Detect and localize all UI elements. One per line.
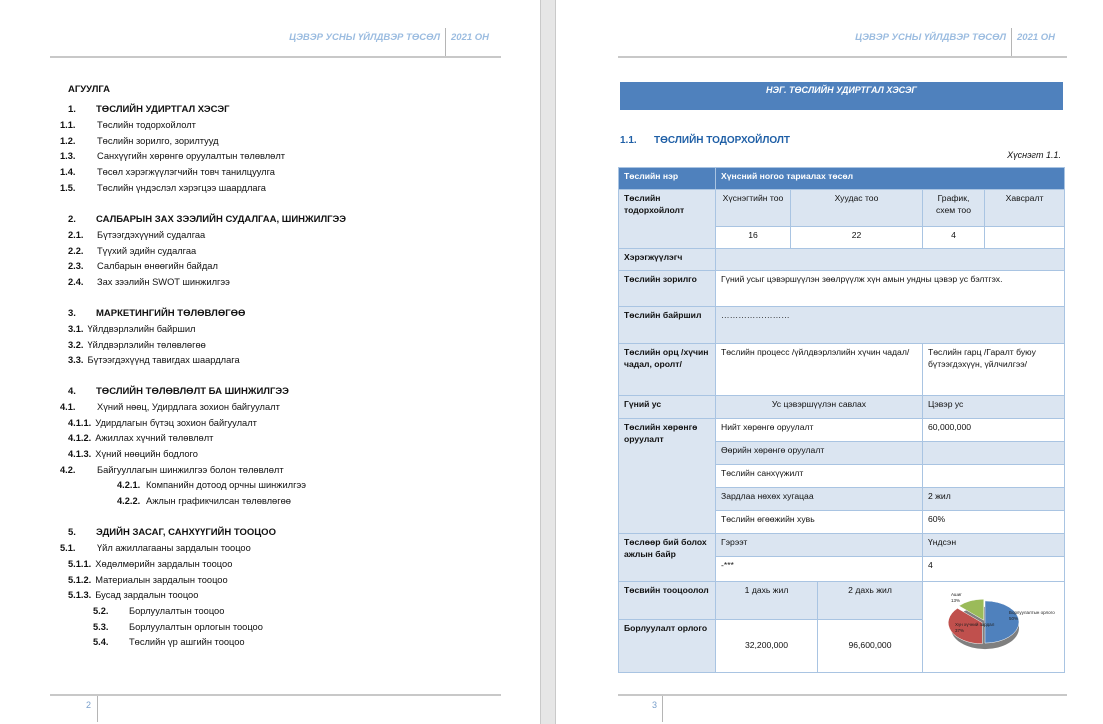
toc-number: 2.4. xyxy=(68,277,84,287)
toc-number: 4.1.2. xyxy=(68,433,92,443)
cell-plan-label: Төсвийн тооцоолол xyxy=(619,582,716,620)
cell-def-val: 22 xyxy=(791,227,923,249)
table-row xyxy=(619,307,1065,344)
toc-entry[interactable] xyxy=(68,418,257,428)
toc-heading[interactable] xyxy=(68,527,276,538)
toc-label: Ажиллах хүчний төлөвлөлт xyxy=(95,433,214,443)
toc-heading[interactable] xyxy=(68,214,346,225)
pie-chart-container xyxy=(925,584,1062,670)
toc-heading[interactable] xyxy=(68,104,229,115)
toc-label: Удирдлагын бүтэц зохион байгуулалт xyxy=(95,418,257,428)
toc-number: 1.5. xyxy=(60,183,76,193)
header-divider xyxy=(445,28,446,56)
toc-number: 1.1. xyxy=(60,120,76,130)
toc-label: Хүний нөөцийн бодлого xyxy=(95,449,198,459)
toc-label: Хөдөлмөрийн зардалын тооцоо xyxy=(95,559,233,569)
toc-number: 5.1. xyxy=(60,543,76,553)
pie-label: Хүн хүчний зардал 37% xyxy=(955,622,995,633)
toc-number: 4. xyxy=(68,386,76,397)
toc-entry[interactable] xyxy=(68,324,195,334)
toc-number: 1.2. xyxy=(60,136,76,146)
toc-entry[interactable] xyxy=(68,277,230,287)
cell-invest-item: Нийт хөрөнгө оруулалт xyxy=(716,419,923,442)
cell-invest-label: Төслийн хөрөнгө оруулалт xyxy=(619,419,716,534)
toc-entry[interactable] xyxy=(93,606,224,616)
table-caption: Хүснэгт 1.1. xyxy=(1007,150,1061,160)
right-page-header xyxy=(556,28,1103,58)
toc-entry[interactable] xyxy=(68,575,228,585)
cell-def-col: Хуудас тоо xyxy=(791,190,923,227)
toc-entry[interactable] xyxy=(68,590,198,600)
toc-number: 5.1.1. xyxy=(68,559,92,569)
toc-number: 4.2. xyxy=(60,465,76,475)
pie-chart xyxy=(925,584,1061,670)
cell-invest-value: 2 жил xyxy=(923,488,1065,511)
toc-number: 3.2. xyxy=(68,340,84,350)
toc-label: Үйлдвэрлэлийн төлөвлөгөө xyxy=(87,340,206,350)
toc-label: Ажлын графикчилсан төлөвлөгөө xyxy=(146,496,291,506)
toc-entry[interactable] xyxy=(60,151,285,161)
cell-input-value: Төслийн процесс /үйлдвэрлэлийн хүчин чадал/ xyxy=(716,344,923,396)
toc-label: Санхүүгийн хөрөнгө оруулалтын төлөвлөлт xyxy=(97,151,286,161)
toc-label: Төсөл хэрэгжүүлэгчийн товч танилцуулга xyxy=(97,167,275,177)
toc-label: Түүхий эдийн судалгаа xyxy=(97,246,197,256)
footer-rule xyxy=(618,694,1067,696)
toc-label: ТӨСЛИЙН ТӨЛӨВЛӨЛТ БА ШИНЖИЛГЭЭ xyxy=(96,386,289,397)
toc-number: 3.3. xyxy=(68,355,84,365)
cell-goal-label: Төслийн зорилго xyxy=(619,271,716,307)
toc-number: 5.1.2. xyxy=(68,575,92,585)
toc-number: 1.4. xyxy=(60,167,76,177)
cell-location-value: …………………… xyxy=(716,307,1065,344)
cell-def-col: Хүснэгтийн тоо xyxy=(716,190,791,227)
toc-number: 2.1. xyxy=(68,230,84,240)
header-title: ЦЭВЭР УСНЫ ҮЙЛДВЭР ТӨСӨЛ xyxy=(855,32,1006,43)
toc-entry[interactable] xyxy=(68,355,240,365)
toc-number: 3. xyxy=(68,308,76,319)
toc-label: Төслийн үр ашгийн тооцоо xyxy=(129,637,245,647)
cell-location-label: Төслийн байршил xyxy=(619,307,716,344)
toc-number: 2.2. xyxy=(68,246,84,256)
section-title: ТӨСЛИЙН ТОДОРХОЙЛОЛТ xyxy=(654,135,790,146)
toc-entry[interactable] xyxy=(60,402,280,412)
left-page-header xyxy=(0,28,540,58)
toc-label: Төслийн зорилго, зорилтууд xyxy=(97,136,219,146)
table-row xyxy=(619,582,1065,620)
toc-label: Төслийн үндэслэл хэрэгцээ шаардлага xyxy=(97,183,266,193)
cell-invest-item: Төслийн өгөөжийн хувь xyxy=(716,511,923,534)
toc-number: 4.1.3. xyxy=(68,449,92,459)
cell-jobs-label: Төслөөр бий болох ажлын байр xyxy=(619,534,716,582)
toc-entry[interactable] xyxy=(117,480,306,490)
cell-implementer-value xyxy=(716,249,1065,271)
cell-water-output: Цэвэр ус xyxy=(923,396,1065,419)
toc-entry[interactable] xyxy=(68,340,206,350)
header-rule xyxy=(50,56,501,58)
cell-input-label: Төслийн орц /хүчин чадал, оролт/ xyxy=(619,344,716,396)
table-row xyxy=(619,419,1065,442)
toc-entry[interactable] xyxy=(68,230,205,240)
footer-rule xyxy=(50,694,501,696)
table-row xyxy=(619,249,1065,271)
toc-number: 1.3. xyxy=(60,151,76,161)
cell-def-label: Төслийн тодорхойлолт xyxy=(619,190,716,249)
cell-invest-value: 60% xyxy=(923,511,1065,534)
cell-invest-item: Төслийн санхүүжилт xyxy=(716,465,923,488)
footer-divider xyxy=(662,696,663,722)
cell-jobs-val2: 4 xyxy=(923,557,1065,582)
toc-number: 2.3. xyxy=(68,261,84,271)
cell-def-col: График, схем тоо xyxy=(923,190,985,227)
toc-label: ЭДИЙН ЗАСАГ, САНХҮҮГИЙН ТООЦОО xyxy=(96,527,276,538)
cell-goal-value: Гүний усыг цэвэршүүлэн зөөлрүүлж хүн амын ундны цэвэр ус бэлтгэх. xyxy=(716,271,1065,307)
toc-label: САЛБАРЫН ЗАХ ЗЭЭЛИЙН СУДАЛГАА, ШИНЖИЛГЭЭ xyxy=(96,214,347,225)
toc-number: 4.2.2. xyxy=(117,496,141,506)
table-row xyxy=(619,396,1065,419)
project-info-table xyxy=(618,167,1065,673)
cell-invest-item: Өөрийн хөрөнгө оруулалт xyxy=(716,442,923,465)
toc-heading[interactable] xyxy=(68,308,245,319)
toc-heading[interactable] xyxy=(68,386,289,397)
cell-def-val: 4 xyxy=(923,227,985,249)
section-heading xyxy=(620,135,790,146)
cell-invest-item: Зардлаа нөхөх хугацаа xyxy=(716,488,923,511)
toc-label: Төслийн тодорхойлолт xyxy=(97,120,196,130)
header-year: 2021 ОН xyxy=(1017,32,1056,43)
chapter-banner: НЭГ. ТӨСЛИЙН УДИРТГАЛ ХЭСЭГ xyxy=(620,82,1063,110)
toc-label: МАРКЕТИНГИЙН ТӨЛӨВЛӨГӨӨ xyxy=(96,308,246,319)
cell-water-process: Ус цэвэршүүлэн савлах xyxy=(716,396,923,419)
cell-output-value: Төслийн гарц /Гаралт буюу бүтээгдэхүүн, үйлчилгээ/ xyxy=(923,344,1065,396)
table-row xyxy=(619,190,1065,227)
toc-entry[interactable] xyxy=(68,449,198,459)
pie-label: Ашиг 13% xyxy=(951,592,962,603)
cell-invest-value: 60,000,000 xyxy=(923,419,1065,442)
cell-pie-chart xyxy=(923,582,1065,673)
toc-entry[interactable] xyxy=(60,136,219,146)
page-number: 3 xyxy=(652,700,658,710)
toc-label: Бүтээгдэхүүний судалгаа xyxy=(97,230,206,240)
toc-number: 3.1. xyxy=(68,324,84,334)
header-year: 2021 ОН xyxy=(451,32,490,43)
toc-entry[interactable] xyxy=(68,433,213,443)
toc-label: ТӨСЛИЙН УДИРТГАЛ ХЭСЭГ xyxy=(96,104,230,115)
cell-revenue-label: Борлуулалт орлого xyxy=(619,619,716,672)
cell-revenue-year2: 96,600,000 xyxy=(818,619,923,672)
header-rule xyxy=(618,56,1067,58)
toc-label: Үйл ажиллагааны зардалын тооцоо xyxy=(97,543,251,553)
toc-entry[interactable] xyxy=(68,246,196,256)
toc-entry[interactable] xyxy=(68,261,218,271)
cell-invest-value xyxy=(923,442,1065,465)
toc-number: 4.1.1. xyxy=(68,418,92,428)
toc-entry[interactable] xyxy=(93,637,245,647)
toc-label: Бүтээгдэхүүнд тавигдах шаардлага xyxy=(87,355,240,365)
toc-label: Компанийн дотоод орчны шинжилгээ xyxy=(146,480,306,490)
right-page xyxy=(556,0,1103,724)
toc-label: Борлуулалтын тооцоо xyxy=(129,606,225,616)
toc-number: 5.3. xyxy=(93,622,109,632)
cell-name-label: Төслийн нэр xyxy=(619,168,716,190)
toc-number: 5.1.3. xyxy=(68,590,92,600)
section-number: 1.1. xyxy=(620,135,637,146)
toc-label: Материалын зардалын тооцоо xyxy=(95,575,228,585)
toc-number: 4.1. xyxy=(60,402,76,412)
cell-plan-year1: 1 дахь жил xyxy=(716,582,818,620)
table-row xyxy=(619,344,1065,396)
toc-number: 5.4. xyxy=(93,637,109,647)
toc-entry[interactable] xyxy=(68,559,232,569)
toc-entry[interactable] xyxy=(60,183,266,193)
pie-label: Борлуулалтын орлого 50% xyxy=(1009,610,1055,621)
cell-def-val xyxy=(985,227,1065,249)
toc-label: Үйлдвэрлэлийн байршил xyxy=(87,324,196,334)
cell-invest-value xyxy=(923,465,1065,488)
toc-label: Салбарын өнөөгийн байдал xyxy=(97,261,218,271)
cell-water-label: Гүний ус xyxy=(619,396,716,419)
toc-entry[interactable] xyxy=(60,167,275,177)
cell-jobs-col2: Үндсэн xyxy=(923,534,1065,557)
toc-entry[interactable] xyxy=(60,543,251,553)
footer-divider xyxy=(97,696,98,722)
toc-entry[interactable] xyxy=(117,496,291,506)
cell-jobs-col1: Гэрээт xyxy=(716,534,923,557)
toc-entry[interactable] xyxy=(60,465,284,475)
toc-number: 1. xyxy=(68,104,76,115)
toc-title: АГУУЛГА xyxy=(68,84,111,95)
toc-label: Борлуулалтын орлогын тооцоо xyxy=(129,622,263,632)
left-page xyxy=(0,0,540,724)
toc-label: Бусад зардалын тооцоо xyxy=(95,590,199,600)
toc-label: Байгууллагын шинжилгээ болон төлөвлөлт xyxy=(97,465,284,475)
project-info-table-wrapper xyxy=(618,167,1064,673)
page-gutter xyxy=(540,0,556,724)
cell-jobs-val1: -*** xyxy=(716,557,923,582)
table-row xyxy=(619,271,1065,307)
cell-implementer-label: Хэрэгжүүлэгч xyxy=(619,249,716,271)
header-divider xyxy=(1011,28,1012,56)
cell-def-col: Хавсралт xyxy=(985,190,1065,227)
table-row xyxy=(619,534,1065,557)
header-title: ЦЭВЭР УСНЫ ҮЙЛДВЭР ТӨСӨЛ xyxy=(289,32,440,43)
toc-number: 4.2.1. xyxy=(117,480,141,490)
cell-plan-year2: 2 дахь жил xyxy=(818,582,923,620)
cell-name-value: Хүнсний ногоо тариалах төсөл xyxy=(716,168,1065,190)
toc-entry[interactable] xyxy=(93,622,263,632)
toc-number: 2. xyxy=(68,214,76,225)
cell-def-val: 16 xyxy=(716,227,791,249)
toc-number: 5. xyxy=(68,527,76,538)
table-row xyxy=(619,168,1065,190)
page-number: 2 xyxy=(86,700,92,710)
cell-revenue-year1: 32,200,000 xyxy=(716,619,818,672)
toc-label: Хүний нөөц, Удирдлага зохион байгуулалт xyxy=(97,402,280,412)
toc-label: Зах зээлийн SWOT шинжилгээ xyxy=(97,277,230,287)
toc-entry[interactable] xyxy=(60,120,196,130)
toc-number: 5.2. xyxy=(93,606,109,616)
